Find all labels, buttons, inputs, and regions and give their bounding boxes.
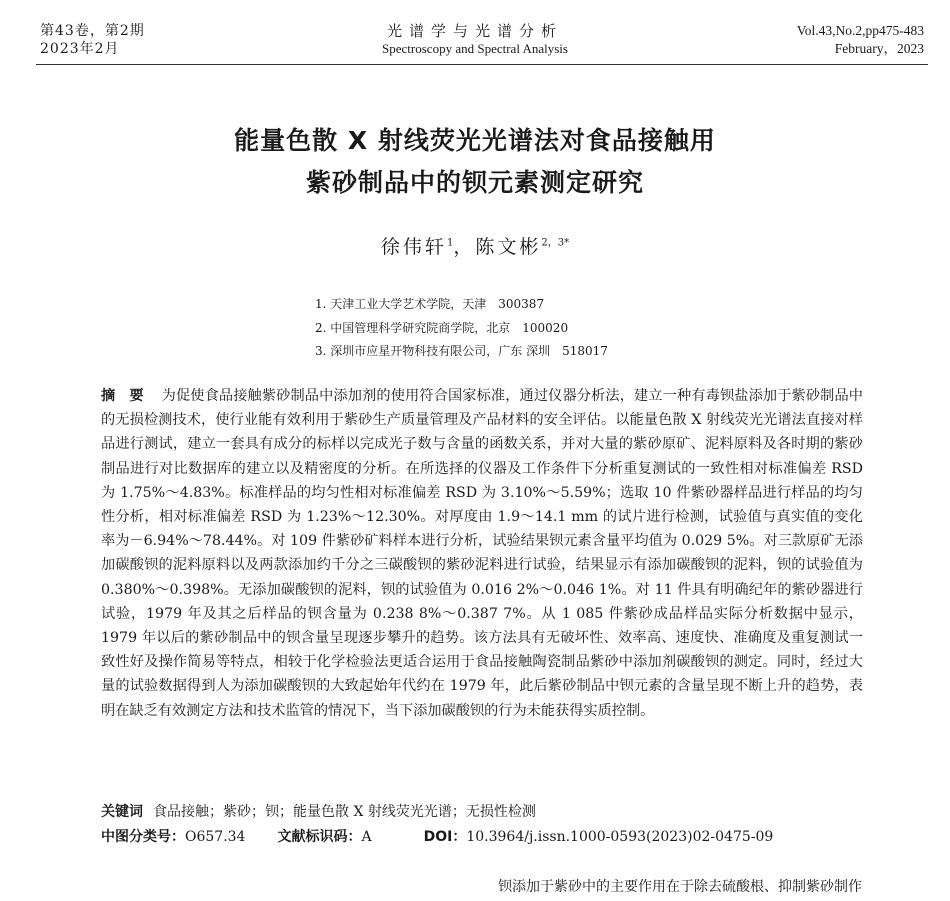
- doi-value: 10.3964/j.issn.1000-0593(2023)02-0475-09: [466, 829, 774, 845]
- clc-label: 中图分类号：: [101, 829, 185, 845]
- keywords-label: 关键词: [101, 804, 143, 820]
- author-affil-mark: 1: [446, 237, 454, 249]
- author-affil-mark: 2，3*: [541, 237, 570, 249]
- journal-name-cn: 光谱学与光谱分析: [386, 22, 563, 40]
- doc-code-label: 文献标识码：: [277, 829, 362, 845]
- paper-title: [0, 120, 950, 204]
- date-cn: 2023年2月: [40, 41, 120, 57]
- title-line-1: 能量色散 X 射线荧光光谱法对食品接触用: [234, 126, 716, 155]
- affiliations: [315, 293, 608, 364]
- affiliation-item: 2. 中国管理科学研究院商学院，北京 100020: [315, 320, 569, 335]
- body-text-start: 钡添加于紫砂中的主要作用在于除去硫酸根、抑制紫砂制作: [498, 879, 862, 895]
- title-line-2: 紫砂制品中的钡元素测定研究: [305, 168, 644, 197]
- volume-issue: 第43卷，第2期: [40, 23, 145, 39]
- abstract-label: 摘要: [101, 388, 158, 404]
- author-separator: ，: [453, 236, 476, 258]
- doc-code-value: A: [361, 829, 372, 845]
- date-en: February，2023: [834, 41, 924, 56]
- keywords: [101, 801, 536, 821]
- affiliation-item: 1. 天津工业大学艺术学院，天津 300387: [315, 297, 545, 311]
- volume-pages: Vol.43,No.2,pp475-483: [796, 23, 924, 38]
- header-right: [797, 22, 924, 58]
- header-rule: [36, 64, 928, 65]
- author-name: 徐伟轩: [380, 236, 447, 258]
- abstract: [101, 384, 863, 723]
- abstract-text: 为促使食品接触紫砂制品中添加剂的使用符合国家标准，通过仪器分析法，建立一种有毒钡盐添加于紫砂制品中的无损检测技术，使行业能有效利用于紫砂生产质量管理及产品材料的安全评估。以能量色散 X 射线荧光光谱法直接对样品进行测试，建立一套具有成分的标样以完成光子数与含量的函数关系，并对大量的紫砂原矿、泥料原料及各时期的紫砂制品进行对比数据库的建立以及精密度的分析。在所选择的仪器及工作条件下分析重复测试的一致性相对标准偏差 RSD 为 1.75%～4.83%。标准样品的均匀性相对标准偏差 RSD 为 3.10%～5.59%；选取 10 件紫砂器样品进行样品的均匀性分析，相对标准偏差 RSD 为 1.23%～12.30%。对厚度由 1.9～14.1 mm 的试片进行检测，试验值与真实值的变化率为－6.94%～78.44%。对 109 件紫砂矿料样本进行分析，试验结果钡元素含量平均值为 0.029 5%。对三款原矿无添加碳酸钡的泥料原料以及两款添加约千分之三碳酸钡的紫砂泥料进行试验，结果显示有添加碳酸钡的泥料，钡的试验值为 0.380%～0.398%。无添加碳酸钡的泥料，钡的试验值为 0.016 2%～0.046 1%。对 11 件具有明确纪年的紫砂器进行试验，1979 年及其之后样品的钡含量为 0.238 8%～0.387 7%。从 1 085 件紫砂成品样品实际分析数据中显示，1979 年以后的紫砂制品中的钡含量呈现逐步攀升的趋势。该方法具有无破坏性、效率高、速度快、准确度及重复测试一致性好及操作简易等特点，相较于化学检验法更适合运用于食品接触陶瓷制品紫砂中添加剂碳酸钡的测定。同时，经过大量的试验数据得到人为添加碳酸钡的大致起始年代约在 1979 年，此后紫砂制品中钡元素的含量呈现不断上升的趋势，表明在缺乏有效测定方法和技术监管的情况下，当下添加碳酸钡的行为未能获得实质控制。: [101, 388, 863, 719]
- affiliation-item: 3. 深圳市应星开物科技有限公司，广东 深圳 518017: [315, 344, 608, 358]
- doi-label: DOI：: [423, 829, 467, 845]
- author-name: 陈文彬: [475, 236, 542, 258]
- author-list: [0, 232, 950, 259]
- running-header: [0, 22, 950, 62]
- classification-line: [101, 826, 773, 846]
- keywords-text: 食品接触；紫砂；钡；能量色散 X 射线荧光光谱；无损性检测: [153, 804, 536, 820]
- clc-value: O657.34: [185, 829, 246, 845]
- journal-name-en: Spectroscopy and Spectral Analysis: [382, 41, 568, 56]
